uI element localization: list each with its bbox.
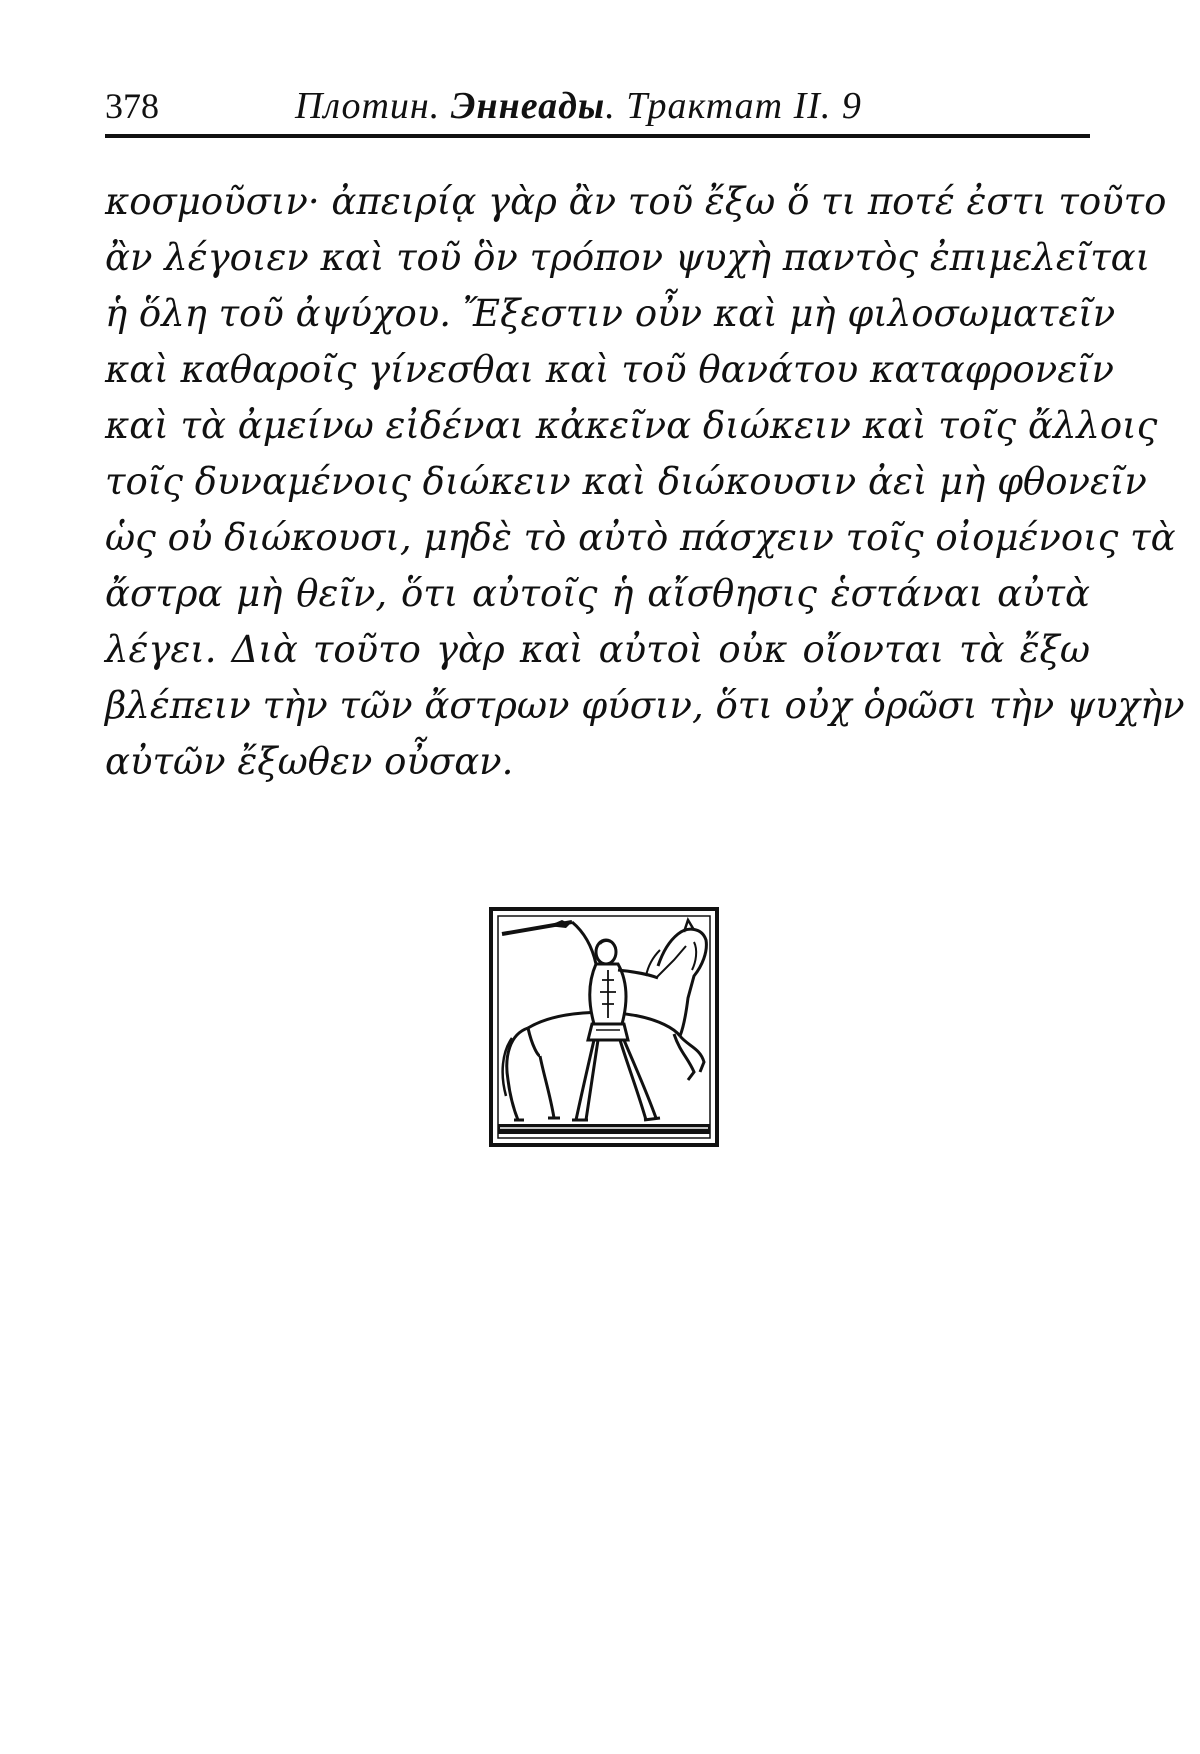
greek-text-block [105,174,1185,790]
text-line: καὶ καθαροῖς γίνεσθαι καὶ τοῦ θανάτου καταφρονεῖν [105,348,1115,391]
text-line: ἄστρα μὴ θεῖν, ὅτι αὐτοῖς ἡ αἴσθησις ἑστάναι αὐτὰ [105,572,1090,615]
warrior-with-horse-icon [488,906,720,1148]
text-line: ἡ ὅλη τοῦ ἀψύχου. Ἔξεστιν οὖν καὶ μὴ φιλοσωματεῖν [105,292,1116,335]
page-number: 378 [105,86,159,126]
running-header [105,84,1090,138]
running-title-author: Плотин. [295,85,451,127]
text-line: ὡς οὐ διώκουσι, μηδὲ τὸ αὐτὸ πάσχειν τοῖς οἰομένοις τὰ [105,516,1176,559]
text-line: κοσμοῦσιν· ἀπειρίᾳ γὰρ ἂν τοῦ ἔξω ὅ τι ποτέ ἐστι τοῦτο [105,180,1167,223]
text-line: λέγει. Διὰ τοῦτο γὰρ καὶ αὐτοὶ οὐκ οἴονται τὰ ἔξω [105,628,1090,671]
text-line: ἂν λέγοιεν καὶ τοῦ ὃν τρόπον ψυχὴ παντὸς ἐπιμελεῖται [105,236,1151,279]
text-line: βλέπειν τὴν τῶν ἄστρων φύσιν, ὅτι οὐχ ὁρῶσι τὴν ψυχὴν [105,684,1185,727]
text-line: τοῖς δυναμένοις διώκειν καὶ διώκουσιν ἀεὶ μὴ φθονεῖν [105,460,1147,503]
text-line: αὐτῶν ἔξωθεν οὖσαν. [105,740,514,783]
running-title-section: . Трактат II. 9 [605,85,862,127]
running-title [295,84,862,128]
text-line: καὶ τὰ ἀμείνω εἰδέναι κἀκεῖνα διώκειν καὶ τοῖς ἄλλοις [105,404,1158,447]
running-title-work: Эннеады [450,85,606,127]
